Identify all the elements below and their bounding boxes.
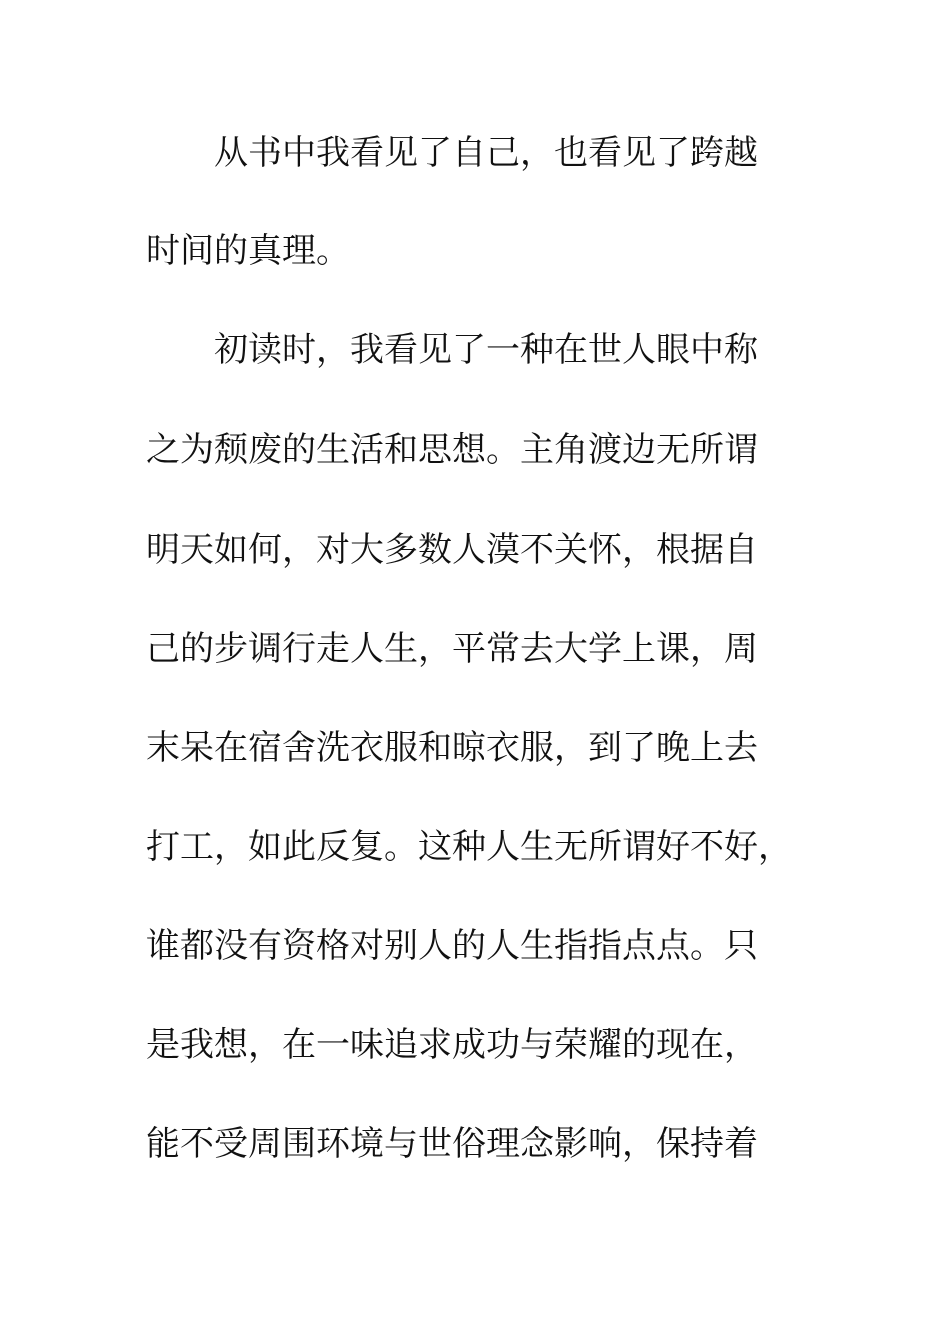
paragraph-2-line-3: 明天如何，对大多数人漠不关怀，根据自 [146, 530, 758, 570]
paragraph-1-line-1: 从书中我看见了自己，也看见了跨越 [214, 133, 758, 173]
paragraph-2-line-6: 打工，如此反复。这种人生无所谓好不好， [146, 827, 792, 867]
paragraph-2-line-8: 是我想，在一味追求成功与荣耀的现在， [146, 1025, 758, 1065]
paragraph-1-line-2: 时间的真理。 [146, 231, 350, 271]
paragraph-2-line-9: 能不受周围环境与世俗理念影响，保持着 [146, 1124, 758, 1164]
paragraph-2-line-4: 己的步调行走人生，平常去大学上课，周 [146, 629, 758, 669]
paragraph-2-line-2: 之为颓废的生活和思想。主角渡边无所谓 [146, 430, 758, 470]
paragraph-2-line-5: 末呆在宿舍洗衣服和晾衣服，到了晚上去 [146, 728, 758, 768]
paragraph-2-line-7: 谁都没有资格对别人的人生指指点点。只 [146, 926, 758, 966]
paragraph-2-line-1: 初读时，我看见了一种在世人眼中称 [214, 330, 758, 370]
